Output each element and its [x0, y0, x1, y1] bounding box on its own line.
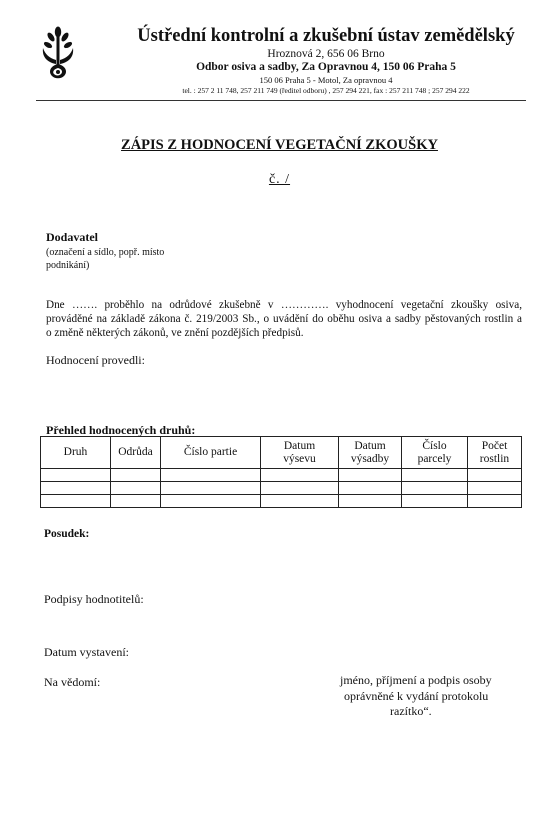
- table-cell[interactable]: [111, 482, 161, 495]
- table-cell[interactable]: [339, 469, 402, 482]
- column-header: Datum výsevu: [261, 437, 339, 469]
- address-line-2: Odbor osiva a sadby, Za Opravnou 4, 150 06 Praha 5: [196, 61, 456, 73]
- address-line-3: 150 06 Praha 5 - Motol, Za opravnou 4: [259, 75, 393, 85]
- paragraph-line-1: Dne ……. proběhlo na odrůdové zkušebně v …………. vyhodnocení vegetační zkoušky osiva,: [46, 299, 522, 311]
- table-cell[interactable]: [111, 495, 161, 508]
- document-title: ZÁPIS Z HODNOCENÍ VEGETAČNÍ ZKOUŠKY: [121, 137, 438, 153]
- address-line-1: Hroznová 2, 656 06 Brno: [267, 48, 385, 60]
- table-header-row: [41, 437, 522, 469]
- phone-line: tel. : 257 2 11 748, 257 211 749 (ředitel odboru) , 257 294 221, fax : 257 211 748 ; 257 294 222: [182, 86, 470, 95]
- supplier-label: Dodavatel: [46, 230, 98, 244]
- document-number: č. /: [268, 172, 291, 187]
- table-row: [41, 495, 522, 508]
- signature-note-line-1: jméno, příjmení a podpis osoby: [340, 673, 492, 687]
- table-cell[interactable]: [41, 482, 111, 495]
- header-divider: [36, 100, 526, 101]
- column-header: Druh: [41, 437, 111, 469]
- org-name: Ústřední kontrolní a zkušební ústav zemědělský: [137, 26, 515, 46]
- table-cell[interactable]: [261, 482, 339, 495]
- signature-note: [336, 673, 526, 720]
- table-row: [41, 469, 522, 482]
- signatures-label: Podpisy hodnotitelů:: [44, 592, 144, 606]
- table-cell[interactable]: [261, 469, 339, 482]
- opinion-label: Posudek:: [44, 528, 90, 540]
- table-cell[interactable]: [41, 469, 111, 482]
- column-header: Číslo partie: [161, 437, 261, 469]
- table-cell[interactable]: [402, 469, 468, 482]
- table-cell[interactable]: [161, 469, 261, 482]
- table-cell[interactable]: [161, 495, 261, 508]
- evaluation-paragraph: [46, 298, 522, 340]
- table-cell[interactable]: [161, 482, 261, 495]
- table-cell[interactable]: [261, 495, 339, 508]
- issue-date-label: Datum vystavení:: [44, 645, 129, 659]
- column-header: Číslo parcely: [402, 437, 468, 469]
- table-cell[interactable]: [339, 482, 402, 495]
- table-cell[interactable]: [41, 495, 111, 508]
- table-cell[interactable]: [111, 469, 161, 482]
- table-cell[interactable]: [402, 495, 468, 508]
- column-header: Odrůda: [111, 437, 161, 469]
- evaluators-label: Hodnocení provedli:: [46, 353, 145, 367]
- table-row: [41, 482, 522, 495]
- acknowledged-label: Na vědomí:: [44, 675, 101, 689]
- column-header: Počet rostlin: [468, 437, 522, 469]
- column-header: Datum výsadby: [339, 437, 402, 469]
- table-cell[interactable]: [468, 495, 522, 508]
- signature-note-line-3: razítko“.: [390, 704, 432, 718]
- table-cell[interactable]: [468, 482, 522, 495]
- overview-label: Přehled hodnocených druhů:: [46, 423, 196, 437]
- varieties-table: [40, 436, 522, 508]
- supplier-note: (označení a sídlo, popř. místo podnikání): [46, 247, 165, 271]
- table-cell[interactable]: [402, 482, 468, 495]
- table-cell[interactable]: [468, 469, 522, 482]
- paragraph-line-3: o změně některých zákonů, ve znění pozdějších předpisů.: [46, 327, 304, 339]
- paragraph-line-2: prováděné na základě zákona č. 219/2003 Sb., o uvádění do oběhu osiva a sadby pěstovaných rostlin a: [46, 313, 522, 325]
- institute-logo-icon: [40, 26, 76, 82]
- table-cell[interactable]: [339, 495, 402, 508]
- signature-note-line-2: oprávněné k vydání protokolu: [344, 688, 489, 703]
